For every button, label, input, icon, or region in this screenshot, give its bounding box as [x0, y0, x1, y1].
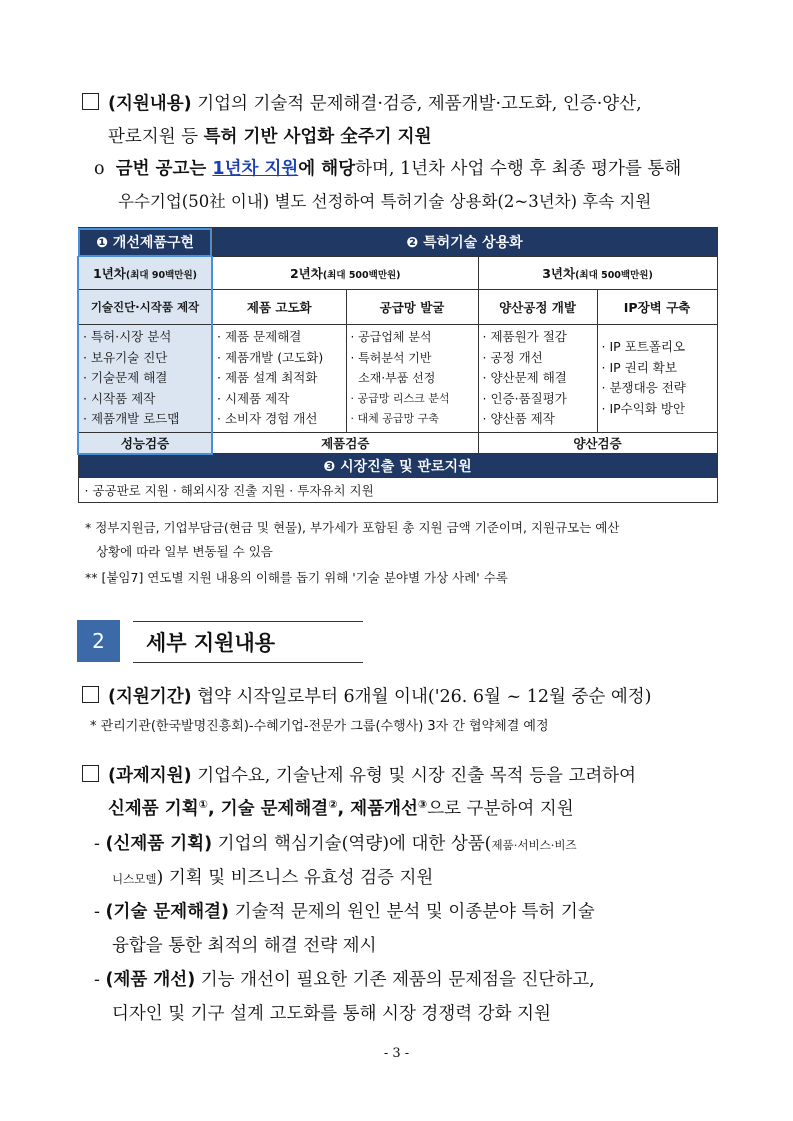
category-ip: IP장벽 구축 — [597, 290, 717, 325]
item1-line-1: - (신제품 기획) 기업의 핵심기술(역량)에 대한 상품(제품·서비스·비즈 — [94, 834, 577, 854]
first-year-link[interactable]: 1년차 지원 — [212, 159, 299, 179]
content-line-1 — [82, 92, 642, 116]
item3-line-1: - (제품 개선) 기능 개선이 필요한 기존 제품의 문제점을 진단하고, — [94, 970, 595, 990]
checkbox-square-icon — [82, 765, 99, 782]
section-rule-top — [133, 621, 363, 622]
footnote-2: ** [붙임7] 연도별 지원 내용의 이해를 돕기 위해 '기술 분야별 가상 사례' 수록 — [85, 570, 508, 585]
period-text: 협약 시작일로부터 6개월 이내('26. 6월 ~ 12월 중순 예정) — [191, 687, 652, 707]
verify-product: 제품검증 — [212, 432, 478, 454]
list-item: · 분쟁대응 전략 — [601, 380, 686, 396]
list-item: · 제품개발 (고도화) — [217, 349, 324, 365]
items-col3 — [346, 325, 478, 433]
category-supply: 공급망 발굴 — [346, 290, 478, 325]
task-type-1: 신제품 기획 — [108, 799, 199, 819]
task-text-2: 으로 구분하여 지원 — [427, 799, 574, 819]
list-item: · 제품원가 절감 — [482, 329, 567, 344]
items-col1 — [78, 325, 212, 433]
notice-text-2: 우수기업(50社 이내) 별도 선정하여 특허기술 상용화(2~3년차) 후속 지원 — [118, 192, 652, 211]
market-support-row: · 공공판로 지원 · 해외시장 진출 지원 · 투자유치 지원 — [78, 477, 717, 502]
section-rule-bottom — [133, 662, 363, 663]
list-item: · 특허·시장 분석 — [83, 329, 172, 344]
item3-tag: (제품 개선) — [105, 970, 196, 990]
item2-line-2: 융합을 통한 최적의 해결 전략 제시 — [112, 936, 377, 956]
item1-line-2 — [112, 866, 433, 891]
item1-small: 제품·서비스·비즈 — [491, 838, 577, 852]
item1-text: 기업의 핵심기술(역량)에 대한 상품( — [212, 834, 492, 854]
items-col2 — [212, 325, 346, 433]
task-type-2: , 기술 문제해결 — [207, 799, 329, 819]
task-tag: (과제지원) — [108, 766, 192, 786]
task-line-2 — [108, 797, 574, 821]
item1-text-2: ) 기획 및 비즈니스 유효성 검증 지원 — [156, 868, 434, 888]
list-item: · 양산품 제작 — [482, 411, 555, 426]
period-note: * 관리기관(한국발명진흥회)-수혜기업-전문가 그룹(수행사) 3자 간 협약체결 예정 — [90, 719, 549, 734]
year2-cell: 2년차(최대 500백만원) — [212, 257, 478, 290]
circled-3: ③ — [417, 798, 428, 811]
list-item: · 제품개발 로드맵 — [83, 411, 180, 426]
category-upgrade: 제품 고도화 — [212, 290, 346, 325]
page-number: - 3 - — [383, 1046, 410, 1061]
list-item: · IP수익화 방안 — [601, 400, 686, 416]
notice-text: 하며, 1년차 사업 수행 후 최종 평가를 통해 — [355, 159, 682, 179]
item1-tag: (신제품 기획) — [105, 834, 213, 854]
list-item: · 양산문제 해결 — [482, 370, 567, 385]
verify-performance: 성능검증 — [78, 432, 212, 454]
content-tag: (지원내용) — [108, 94, 192, 114]
footnote-1: * 정부지원금, 기업부담금(현금 및 현물), 부가세가 포함된 총 지원 금액 기준이며, 지원규모는 예산 — [85, 520, 620, 535]
checkbox-square-icon — [82, 686, 99, 703]
item2-tag: (기술 문제해결) — [105, 902, 230, 922]
list-item: · 공급업체 분석 — [350, 330, 432, 344]
list-item: · 특허분석 기반 — [350, 350, 432, 365]
content-text: 기업의 기술적 문제해결·검증, 제품개발·고도화, 인증·양산, — [191, 94, 642, 114]
list-item: · 시작품 제작 — [83, 390, 156, 406]
section-number: 2 — [77, 620, 120, 662]
task-type-3: , 제품개선 — [337, 799, 418, 819]
list-item: 소재·부품 선정 — [350, 371, 436, 385]
phase2-header: ❷ 특허기술 상용화 — [212, 228, 717, 257]
content-text-2: 판로지원 등 — [108, 127, 204, 147]
list-item: · 기술문제 해결 — [83, 370, 168, 385]
year3-cell: 3년차(최대 500백만원) — [478, 257, 717, 290]
list-item: · 제품 문제해결 — [217, 329, 302, 344]
verify-mass: 양산검증 — [478, 432, 717, 454]
notice-line-1 — [94, 157, 681, 181]
items-col5 — [597, 325, 717, 433]
phase3-header: ❸ 시장진출 및 판로지원 — [78, 454, 717, 478]
content-bold: 특허 기반 사업화 全주기 지원 — [203, 127, 432, 147]
content-line-2 — [108, 125, 431, 149]
list-item: · 소비자 경험 개선 — [217, 411, 318, 426]
item3-text: 기능 개선이 필요한 기존 제품의 문제점을 진단하고, — [195, 970, 595, 990]
list-item: · 시제품 제작 — [217, 390, 290, 406]
year1-cell: 1년차(최대 90백만원) — [78, 257, 212, 290]
list-item: · IP 포트폴리오 — [601, 339, 686, 355]
notice-bold-1: 금번 공고는 — [115, 159, 213, 179]
item1-small-2: 니스모델 — [112, 872, 157, 886]
category-mass-production: 양산공정 개발 — [478, 290, 597, 325]
list-item: · 공급망 리스크 분석 — [350, 391, 450, 405]
item2-line-1: - (기술 문제해결) 기술적 문제의 원인 분석 및 이종분야 특허 기술 — [94, 902, 595, 922]
list-item: · IP 권리 확보 — [601, 359, 677, 375]
period-tag: (지원기간) — [108, 687, 192, 707]
circled-1: ① — [198, 798, 208, 811]
notice-line-2 — [118, 190, 651, 214]
section-title: 세부 지원내용 — [146, 631, 276, 655]
period-line — [82, 685, 651, 709]
category-diagnosis: 기술진단·시작품 제작 — [78, 290, 212, 325]
list-item: · 대체 공급망 구축 — [350, 412, 439, 425]
item2-text: 기술적 문제의 원인 분석 및 이종분야 특허 기술 — [229, 902, 595, 922]
notice-bold-2: 에 해당 — [298, 159, 356, 179]
list-item: · 인증·품질평가 — [482, 390, 567, 406]
checkbox-square-icon — [82, 93, 99, 110]
phase1-header: ❶ 개선제품구현 — [78, 228, 212, 257]
item3-line-2: 디자인 및 기구 설계 고도화를 통해 시장 경쟁력 강화 지원 — [112, 1004, 551, 1024]
footnote-1b: 상황에 따라 일부 변동될 수 있음 — [96, 544, 273, 559]
task-line-1 — [82, 764, 636, 788]
circled-2: ② — [328, 798, 338, 811]
task-text: 기업수요, 기술난제 유형 및 시장 진출 목적 등을 고려하여 — [191, 766, 637, 786]
phase-table — [77, 227, 718, 503]
bullet-o: o — [94, 159, 105, 179]
list-item: · 제품 설계 최적화 — [217, 370, 318, 385]
list-item: · 공정 개선 — [482, 349, 543, 365]
items-col4 — [478, 325, 597, 433]
list-item: · 보유기술 진단 — [83, 349, 168, 365]
